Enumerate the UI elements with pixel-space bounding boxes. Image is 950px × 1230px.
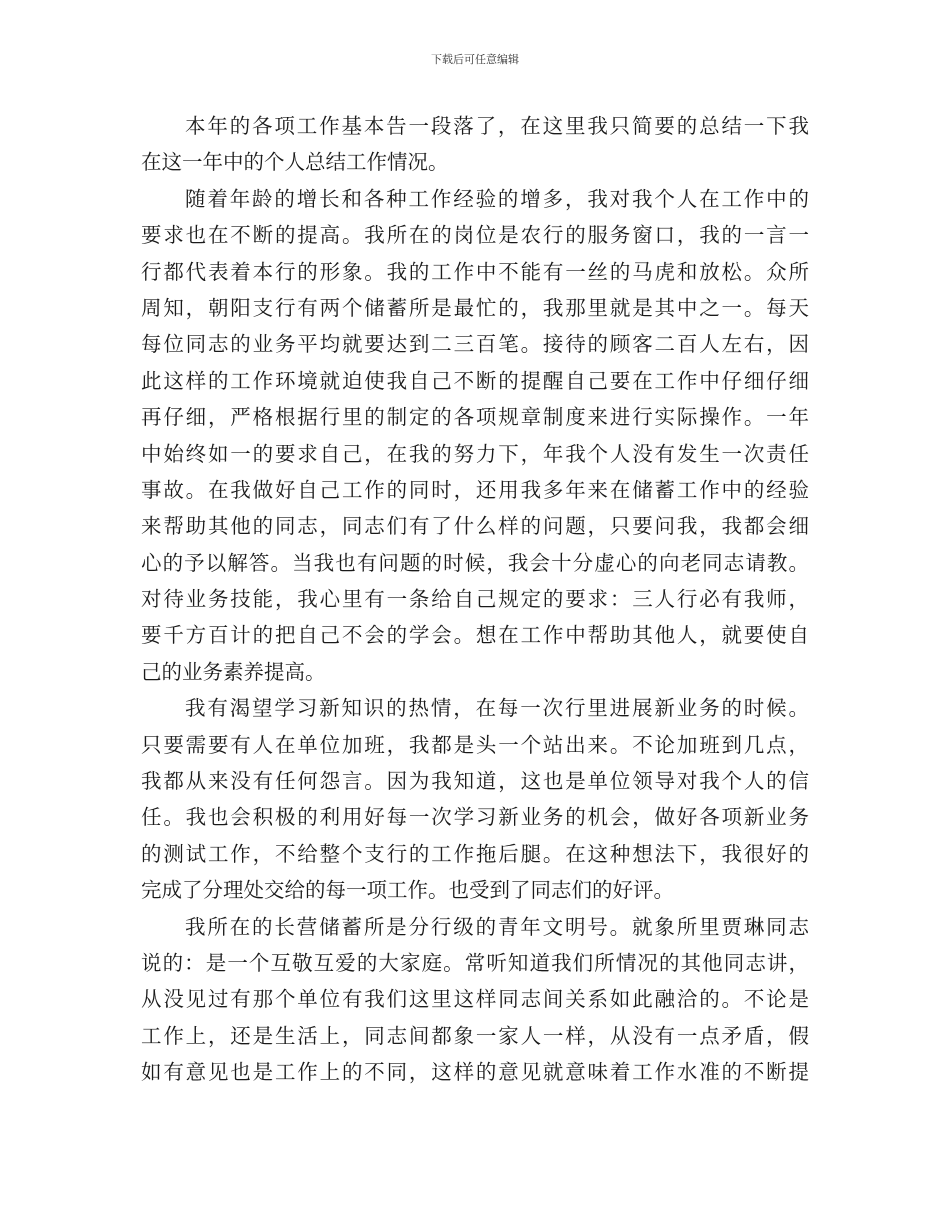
text-line: 只要需要有人在单位加班，我都是头一个站出来。不论加班到几点， xyxy=(141,732,809,757)
paragraph xyxy=(141,909,809,1091)
text-line: 说的：是一个互敬互爱的大家庭。常听知道我们所情况的其他同志讲， xyxy=(141,950,809,975)
text-line: 随着年龄的增长和各种工作经验的增多，我对我个人在工作中的 xyxy=(185,186,809,211)
text-line: 对待业务技能，我心里有一条给自己规定的要求：三人行必有我师， xyxy=(141,587,809,612)
text-line: 再仔细，严格根据行里的制定的各项规章制度来进行实际操作。一年 xyxy=(141,405,809,430)
text-line: 我有渴望学习新知识的热情，在每一次行里进展新业务的时候。 xyxy=(185,696,809,721)
text-line: 来帮助其他的同志，同志们有了什么样的问题，只要问我，我都会细 xyxy=(141,514,809,539)
text-line: 我所在的长营储蓄所是分行级的青年文明号。就象所里贾琳同志 xyxy=(185,914,809,939)
text-line: 心的予以解答。当我也有问题的时候，我会十分虚心的向老同志请教。 xyxy=(141,550,809,575)
text-line: 己的业务素养提高。 xyxy=(141,659,326,684)
text-line: 事故。在我做好自己工作的同时，还用我多年来在储蓄工作中的经验 xyxy=(141,477,809,502)
text-line: 本年的各项工作基本告一段落了，在这里我只简要的总结一下我 xyxy=(185,114,809,138)
text-line: 的测试工作，不给整个支行的工作拖后腿。在这种想法下，我很好的 xyxy=(141,841,809,866)
document-body xyxy=(141,108,809,1091)
text-line: 从没见过有那个单位有我们这里这样同志间关系如此融洽的。不论是 xyxy=(141,987,809,1012)
paragraph xyxy=(141,108,809,181)
text-line: 要千方百计的把自己不会的学会。想在工作中帮助其他人，就要使自 xyxy=(141,623,809,648)
text-line: 我都从来没有任何怨言。因为我知道，这也是单位领导对我个人的信 xyxy=(141,769,809,794)
page-header: 下载后可任意编辑 xyxy=(431,53,519,66)
text-line: 如有意见也是工作上的不同，这样的意见就意味着工作水准的不断提 xyxy=(141,1060,809,1085)
text-line: 工作上，还是生活上，同志间都象一家人一样，从没有一点矛盾，假 xyxy=(141,1023,809,1048)
text-line: 行都代表着本行的形象。我的工作中不能有一丝的马虎和放松。众所 xyxy=(141,259,809,284)
text-line: 周知，朝阳支行有两个储蓄所是最忙的，我那里就是其中之一。每天 xyxy=(141,295,809,320)
paragraph xyxy=(141,181,809,690)
text-line: 每位同志的业务平均就要达到二三百笔。接待的顾客二百人左右，因 xyxy=(141,332,809,357)
text-line: 要求也在不断的提高。我所在的岗位是农行的服务窗口，我的一言一 xyxy=(141,223,809,248)
text-line: 中始终如一的要求自己，在我的努力下，年我个人没有发生一次责任 xyxy=(141,441,809,466)
text-line: 在这一年中的个人总结工作情况。 xyxy=(141,150,449,175)
text-line: 任。我也会积极的利用好每一次学习新业务的机会，做好各项新业务 xyxy=(141,805,809,830)
paragraph xyxy=(141,690,809,908)
text-line: 此这样的工作环境就迫使我自己不断的提醒自己要在工作中仔细仔细 xyxy=(141,368,809,393)
text-line: 完成了分理处交给的每一项工作。也受到了同志们的好评。 xyxy=(141,878,674,903)
